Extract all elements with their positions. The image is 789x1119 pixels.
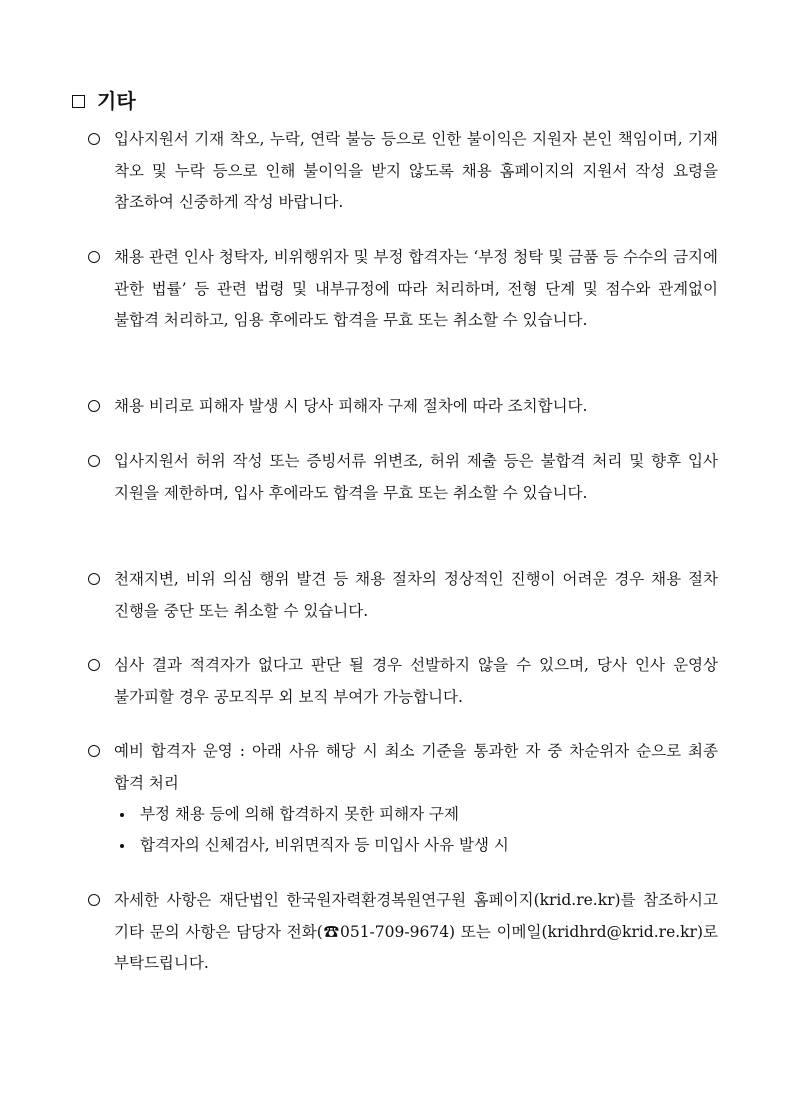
notice-item xyxy=(88,736,718,799)
notice-text: 채용 관련 인사 청탁자, 비위행위자 및 부정 합격자는 ‘부정 청탁 및 금품 등 수수의 금지에 관한 법률’ 등 관련 법령 및 내부규정에 따라 처리하며, 전형 단계 및 점수와 관계없이 불합격 처리하고, 임용 후에라도 합격을 무효 또는 취소할 수 있습니다. xyxy=(114,248,718,329)
notice-text: 채용 비리로 피해자 발생 시 당사 피해자 구제 절차에 따라 조치합니다. xyxy=(114,397,588,415)
sub-list-item xyxy=(118,830,509,862)
dot-bullet-icon xyxy=(120,813,124,817)
square-bullet-icon xyxy=(72,95,85,108)
circle-bullet-icon xyxy=(88,659,100,671)
circle-bullet-icon xyxy=(88,745,100,757)
sub-list-item xyxy=(118,799,459,831)
circle-bullet-icon xyxy=(88,455,100,467)
circle-bullet-icon xyxy=(88,400,100,412)
notice-item xyxy=(88,391,718,423)
circle-bullet-icon xyxy=(88,894,100,906)
circle-bullet-icon xyxy=(88,133,100,145)
notice-text: 입사지원서 기재 착오, 누락, 연락 불능 등으로 인한 불이익은 지원자 본인 책임이며, 기재 착오 및 누락 등으로 인해 불이익을 받지 않도록 채용 홈페이지의 지원서 작성 요령을 참조하여 신중하게 작성 바랍니다. xyxy=(114,130,718,211)
circle-bullet-icon xyxy=(88,573,100,585)
notice-item xyxy=(88,242,718,337)
notice-text: 예비 합격자 운영 : 아래 사유 해당 시 최소 기준을 통과한 자 중 차순위자 순으로 최종 합격 처리 xyxy=(114,742,718,792)
section-heading xyxy=(72,88,136,114)
notice-text: 자세한 사항은 재단법인 한국원자력환경복원연구원 홈페이지(krid.re.kr)를 참조하시고 기타 문의 사항은 담당자 전화(☎051-709-9674) 또는 이메일(kridhrd@krid.re.kr)로 부탁드립니다. xyxy=(114,891,718,972)
circle-bullet-icon xyxy=(88,251,100,263)
notice-item xyxy=(88,564,718,627)
notice-item xyxy=(88,885,718,980)
sub-list-text: 합격자의 신체검사, 비위면직자 등 미입사 사유 발생 시 xyxy=(140,836,509,854)
notice-text: 천재지변, 비위 의심 행위 발견 등 채용 절차의 정상적인 진행이 어려운 경우 채용 절차 진행을 중단 또는 취소할 수 있습니다. xyxy=(114,570,718,620)
notice-item xyxy=(88,650,718,713)
sub-list-text: 부정 채용 등에 의해 합격하지 못한 피해자 구제 xyxy=(140,805,459,823)
section-title: 기타 xyxy=(97,89,136,113)
dot-bullet-icon xyxy=(120,844,124,848)
notice-item xyxy=(88,446,718,509)
notice-text: 심사 결과 적격자가 없다고 판단 될 경우 선발하지 않을 수 있으며, 당사 인사 운영상 불가피할 경우 공모직무 외 보직 부여가 가능합니다. xyxy=(114,656,718,706)
notice-item xyxy=(88,124,718,219)
notice-text: 입사지원서 허위 작성 또는 증빙서류 위변조, 허위 제출 등은 불합격 처리 및 향후 입사 지원을 제한하며, 입사 후에라도 합격을 무효 또는 취소할 수 있습니다. xyxy=(114,452,718,502)
